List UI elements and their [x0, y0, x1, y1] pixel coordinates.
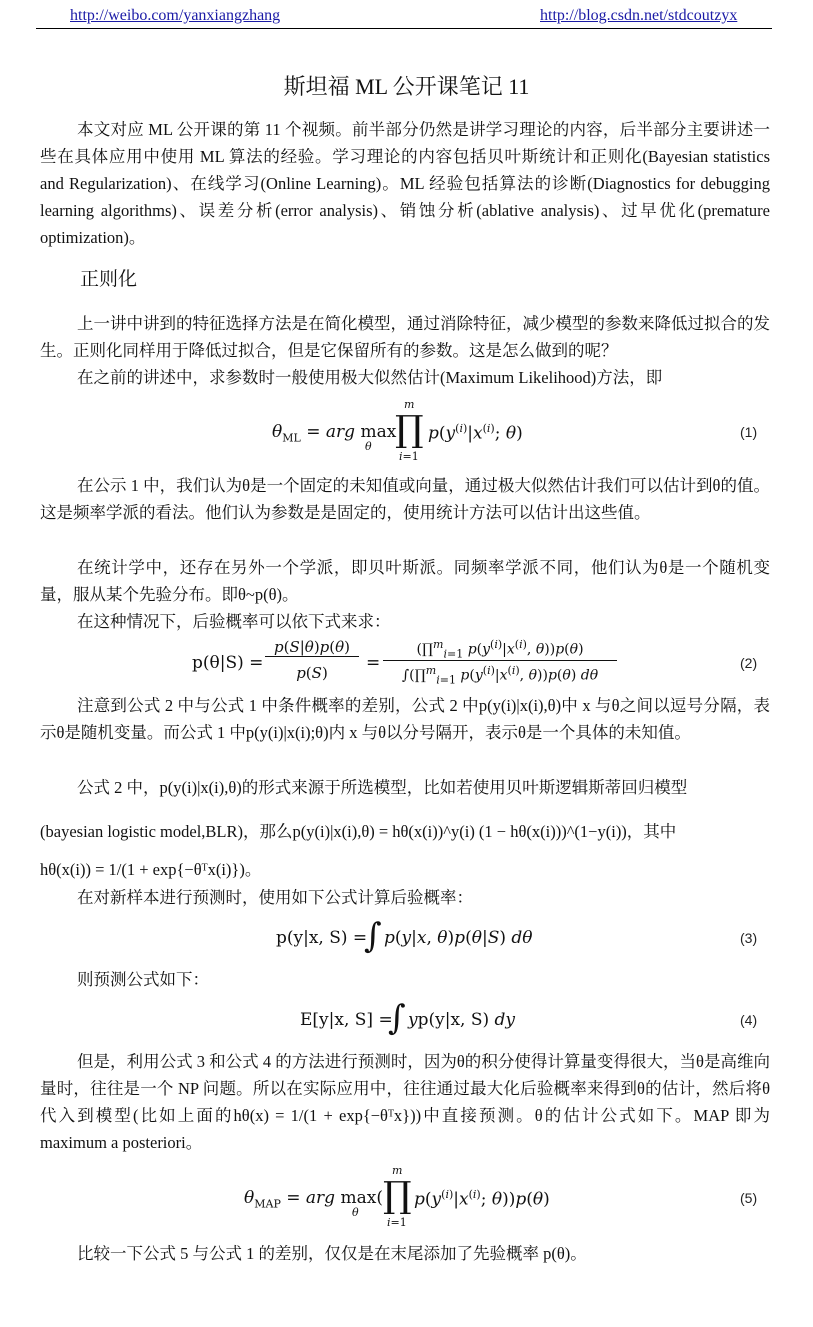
intro-paragraph: 本文对应 ML 公开课的第 11 个视频。前半部分仍然是讲学习理论的内容，后半部分主要讲述一些在具体应用中使用 ML 算法的经验。学习理论的内容包括贝叶斯统计和正则化(Bayesian statistics and Regularization)、在线学习(Online Learning)。ML 经验包括算法的诊断(Diagnostics for debugging learning algorithms)、误差分析(error analysis)、销蚀分析(ablative analysis)、过早优化(premature optimization)。	[40, 120, 770, 247]
equation-1-number: (1)	[740, 424, 758, 440]
paragraph-12: 但是，利用公式 3 和公式 4 的方法进行预测时，因为θ的积分使得计算量变得很大，当θ是高维向量时，往往是一个 NP 问题。所以在实际应用中，往往通过最大化后验概率来得到θ的估计，然后将θ代入到模型(比如上面的hθ(x) = 1/(1 + exp{−θᵀx}))中直接预测。θ的估计公式如下。MAP 即为 maximum a posteriori。	[40, 1052, 770, 1152]
paragraph-13: 比较一下公式 5 与公式 1 的差别，仅仅是在末尾添加了先验概率 p(θ)。	[77, 1244, 587, 1263]
paragraph-10: 在对新样本进行预测时，使用如下公式计算后验概率：	[77, 888, 473, 907]
paragraph-9: hθ(x(i)) = 1/(1 + exp{−θᵀx(i)})。	[40, 860, 262, 879]
paragraph-4: 在统计学中，还存在另外一个学派，即贝叶斯派。同频率学派不同，他们认为θ是一个随机变量，服从某个先验分布。即θ~p(θ)。	[40, 558, 770, 604]
equation-2-number: (2)	[740, 655, 758, 671]
paragraph-2: 在之前的讲述中，求参数时一般使用极大似然估计(Maximum Likelihood)方法，即	[77, 368, 663, 387]
paragraph-8: (bayesian logistic model,BLR)，那么p(y(i)|x(i),θ) = hθ(x(i))^y(i) (1 − hθ(x(i)))^(1−y(i))，其中	[40, 822, 677, 841]
weibo-link[interactable]: http://weibo.com/yanxiangzhang	[70, 7, 281, 24]
paragraph-6: 注意到公式 2 中与公式 1 中条件概率的差别，公式 2 中p(y(i)|x(i),θ)中 x 与θ之间以逗号分隔，表示θ是随机变量。而公式 1 中p(y(i)|x(i);θ)内 x 与θ以分号隔开，表示θ是一个具体的未知值。	[40, 696, 770, 742]
equation-3-number: (3)	[740, 930, 758, 946]
blog-link[interactable]: http://blog.csdn.net/stdcoutzyx	[540, 7, 738, 24]
equation-5-number: (5)	[740, 1190, 758, 1206]
section-heading: 正则化	[80, 269, 138, 290]
page-title: 斯坦福 ML 公开课笔记 11	[283, 74, 530, 99]
paragraph-3: 在公示 1 中，我们认为θ是一个固定的未知值或向量，通过极大似然估计我们可以估计到θ的值。这是频率学派的看法。他们认为参数是是固定的，使用统计方法可以估计出这些值。	[40, 476, 770, 522]
equation-4-number: (4)	[740, 1012, 758, 1028]
equation-3: p(y|x, S) = ∫ p(y|x, θ)p(θ|S) dθ (3)	[276, 916, 758, 956]
paragraph-5: 在这种情况下，后验概率可以依下式来求：	[77, 612, 391, 631]
paragraph-7: 公式 2 中，p(y(i)|x(i),θ)的形式来源于所选模型，比如若使用贝叶斯逻辑斯蒂回归模型	[77, 778, 688, 797]
equation-2: p(θ|S) = p(S|θ)p(θ) p(S) = (∏$^m_{i=1}$ $p(y^{(i)}|x^{(i)}$, θ))p(θ) ∫(∏$^m_{i=1}$ $p(y^{(i)}|x^{(i)}$, θ))p(θ) dθ (2)	[192, 638, 758, 687]
header-rule	[36, 28, 772, 29]
equation-1: $\theta_{ML}$ = arg max θ m ∏ i=1 $p(y^{(i)}|x^{(i)}$; θ) (1)	[272, 398, 758, 463]
paragraph-11: 则预测公式如下：	[77, 970, 209, 989]
equation-5: $\theta_{MAP}$ = arg max( θ m ∏ i=1 $p(y^{(i)}|x^{(i)}$; θ))p(θ) (5)	[244, 1164, 758, 1229]
equation-4: E[y|x, S] = ∫ yp(y|x, S) dy (4)	[300, 998, 758, 1038]
paragraph-1: 上一讲中讲到的特征选择方法是在简化模型，通过消除特征，减少模型的参数来降低过拟合的发生。正则化同样用于降低过拟合，但是它保留所有的参数。这是怎么做到的呢？	[40, 314, 770, 360]
